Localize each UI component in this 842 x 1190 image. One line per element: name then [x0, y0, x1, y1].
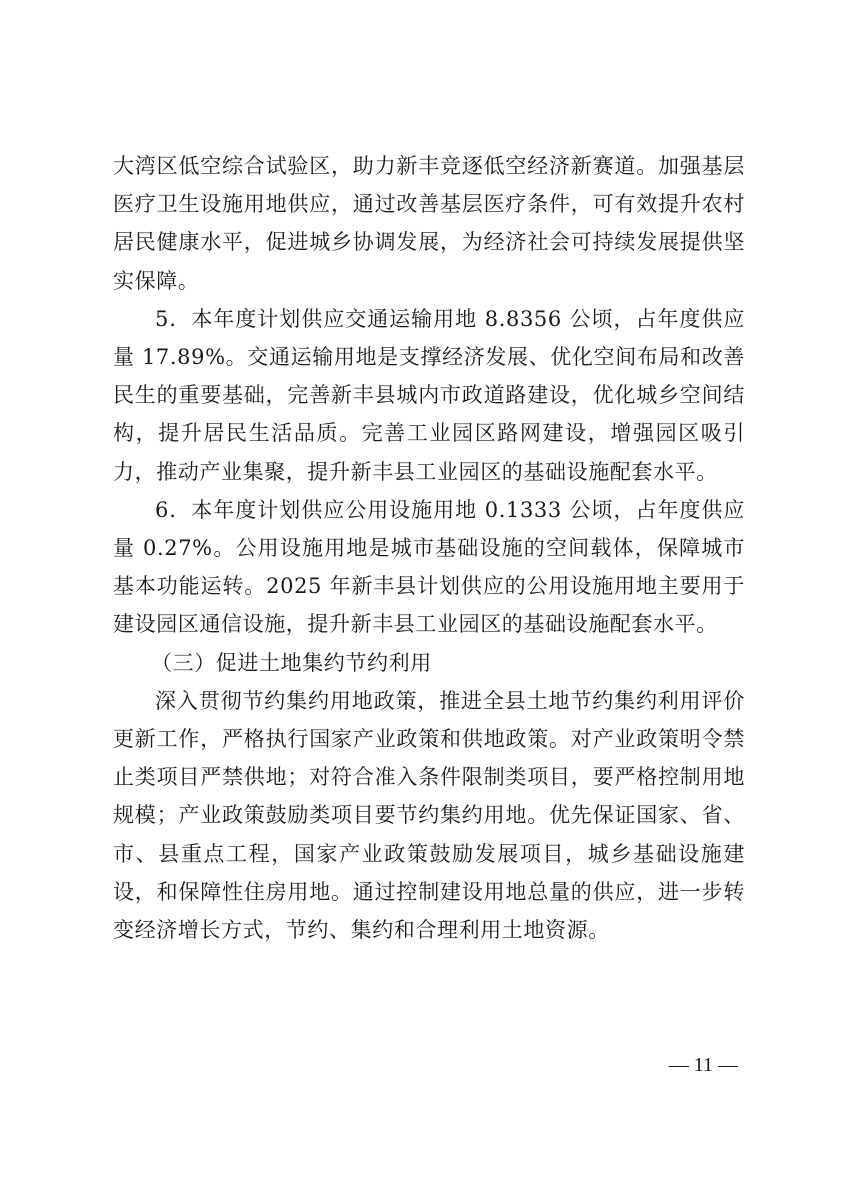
- paragraph-land-saving: 深入贯彻节约集约用地政策，推进全县土地节约集约利用评价更新工作，严格执行国家产业政策和供地政策。对产业政策明令禁止类项目严禁供地；对符合准入条件限制类项目，要严格控制用地规模；产业政策鼓励类项目要节约集约用地。优先保证国家、省、市、县重点工程，国家产业政策鼓励发展项目，城乡基础设施建设，和保障性住房用地。通过控制建设用地总量的供应，进一步转变经济增长方式，节约、集约和合理利用土地资源。: [113, 688, 745, 943]
- paragraph-transport-land: 5．本年度计划供应交通运输用地 8.8356 公顷，占年度供应量 17.89%。交通运输用地是支撑经济发展、优化空间布局和改善民生的重要基础，完善新丰县城内市政道路建设，优化城乡空间结构，提升居民生活品质。完善工业园区路网建设，增强园区吸引力，推动产业集聚，提升新丰县工业园区的基础设施配套水平。: [113, 306, 745, 484]
- paragraph-utility-land: 6．本年度计划供应公用设施用地 0.1333 公顷，占年度供应量 0.27%。公用设施用地是城市基础设施的空间载体，保障城市基本功能运转。2025 年新丰县计划供应的公用设施用地主要用于建设园区通信设施，提升新丰县工业园区的基础设施配套水平。: [113, 497, 745, 637]
- document-body: [113, 147, 745, 949]
- paragraph-continuation: 大湾区低空综合试验区，助力新丰竞逐低空经济新赛道。加强基层医疗卫生设施用地供应，通过改善基层医疗条件，可有效提升农村居民健康水平，促进城乡协调发展，为经济社会可持续发展提供坚实保障。: [113, 154, 745, 293]
- section-heading: （三）促进土地集约节约利用: [151, 650, 432, 675]
- page-number: — 11 —: [668, 1054, 738, 1076]
